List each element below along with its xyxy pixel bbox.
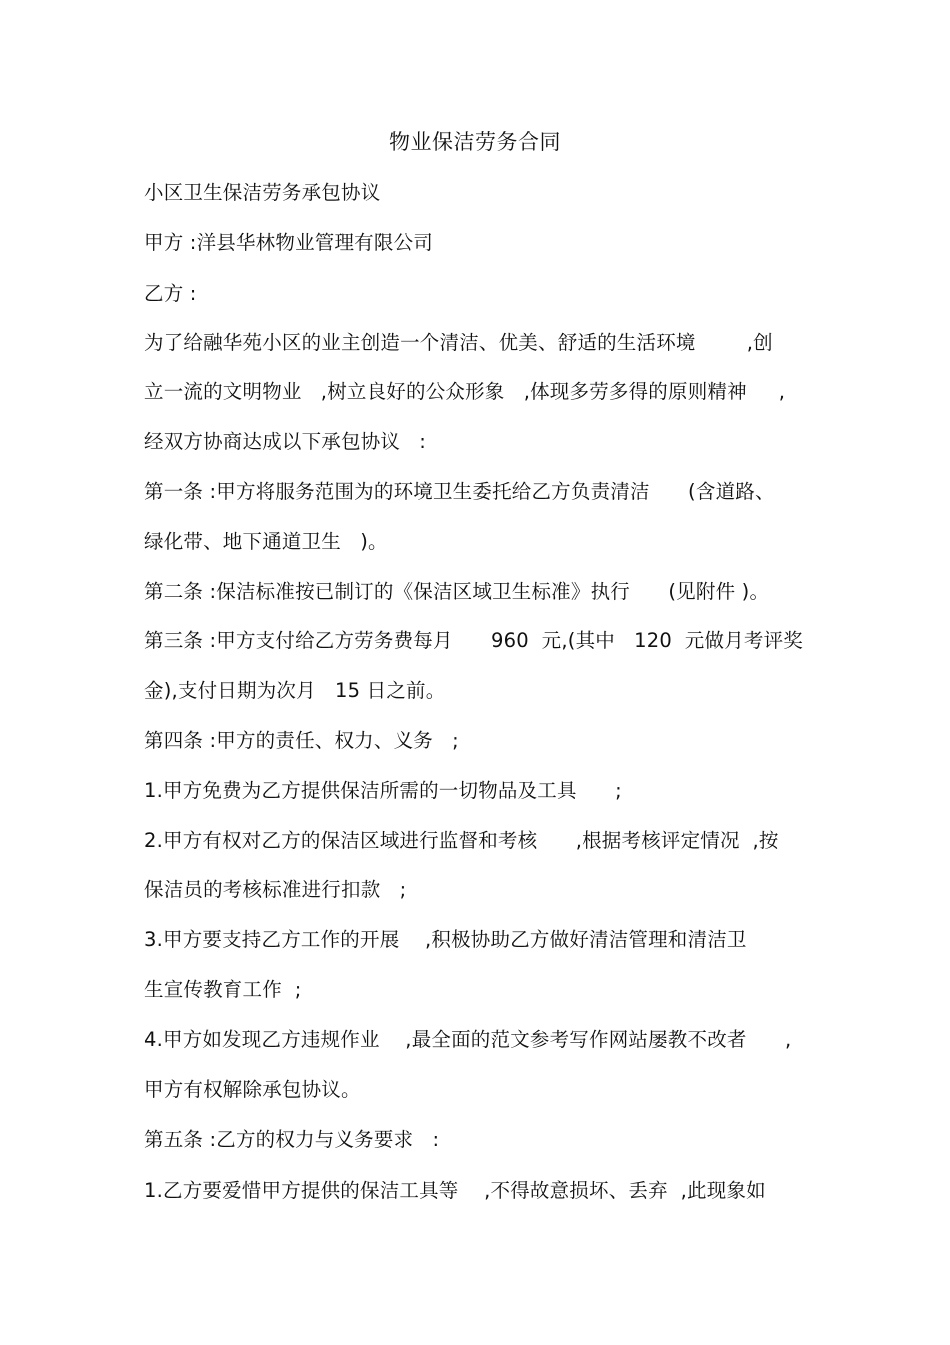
- document-title: 物业保洁劳务合同: [389, 130, 561, 154]
- document-line: 第一条 :甲方将服务范围为的环境卫生委托给乙方负责清洁 (含道路、: [144, 480, 775, 503]
- document-line: 甲方 :洋县华林物业管理有限公司: [144, 231, 433, 254]
- document-line: 1.乙方要爱惜甲方提供的保洁工具等 ,不得故意损坏、丢弃 ,此现象如: [144, 1179, 766, 1202]
- document-line: 甲方有权解除承包协议。: [144, 1078, 361, 1101]
- document-line: 2.甲方有权对乙方的保洁区域进行监督和考核 ,根据考核评定情况 ,按: [144, 829, 779, 852]
- document-line: 第三条 :甲方支付给乙方劳务费每月 960 元,(其中 120 元做月考评奖: [144, 629, 803, 652]
- document-line: 金),支付日期为次月 15 日之前。: [144, 679, 446, 702]
- document-line: 小区卫生保洁劳务承包协议: [144, 181, 381, 204]
- document-line: 1.甲方免费为乙方提供保洁所需的一切物品及工具 ;: [144, 779, 622, 802]
- document-line: 经双方协商达成以下承包协议 :: [144, 430, 427, 453]
- document-line: 3.甲方要支持乙方工作的开展 ,积极协助乙方做好清洁管理和清洁卫: [144, 928, 747, 951]
- document-line: 保洁员的考核标准进行扣款 ;: [144, 878, 407, 901]
- document-line: 生宣传教育工作 ;: [144, 978, 302, 1001]
- document-line: 第四条 :甲方的责任、权力、义务 ;: [144, 729, 459, 752]
- document-line: 乙方 :: [144, 282, 197, 305]
- document-line: 绿化带、地下通道卫生 )。: [144, 530, 388, 553]
- document-line: 为了给融华苑小区的业主创造一个清洁、优美、舒适的生活环境 ,创: [144, 331, 773, 354]
- document-line: 第五条 :乙方的权力与义务要求 :: [144, 1128, 440, 1151]
- document-line: 立一流的文明物业 ,树立良好的公众形象 ,体现多劳多得的原则精神 ,: [144, 380, 786, 403]
- document-line: 第二条 :保洁标准按已制订的《保洁区域卫生标准》执行 (见附件 )。: [144, 580, 770, 603]
- document-line: 4.甲方如发现乙方违规作业 ,最全面的范文参考写作网站屡教不改者 ,: [144, 1028, 792, 1051]
